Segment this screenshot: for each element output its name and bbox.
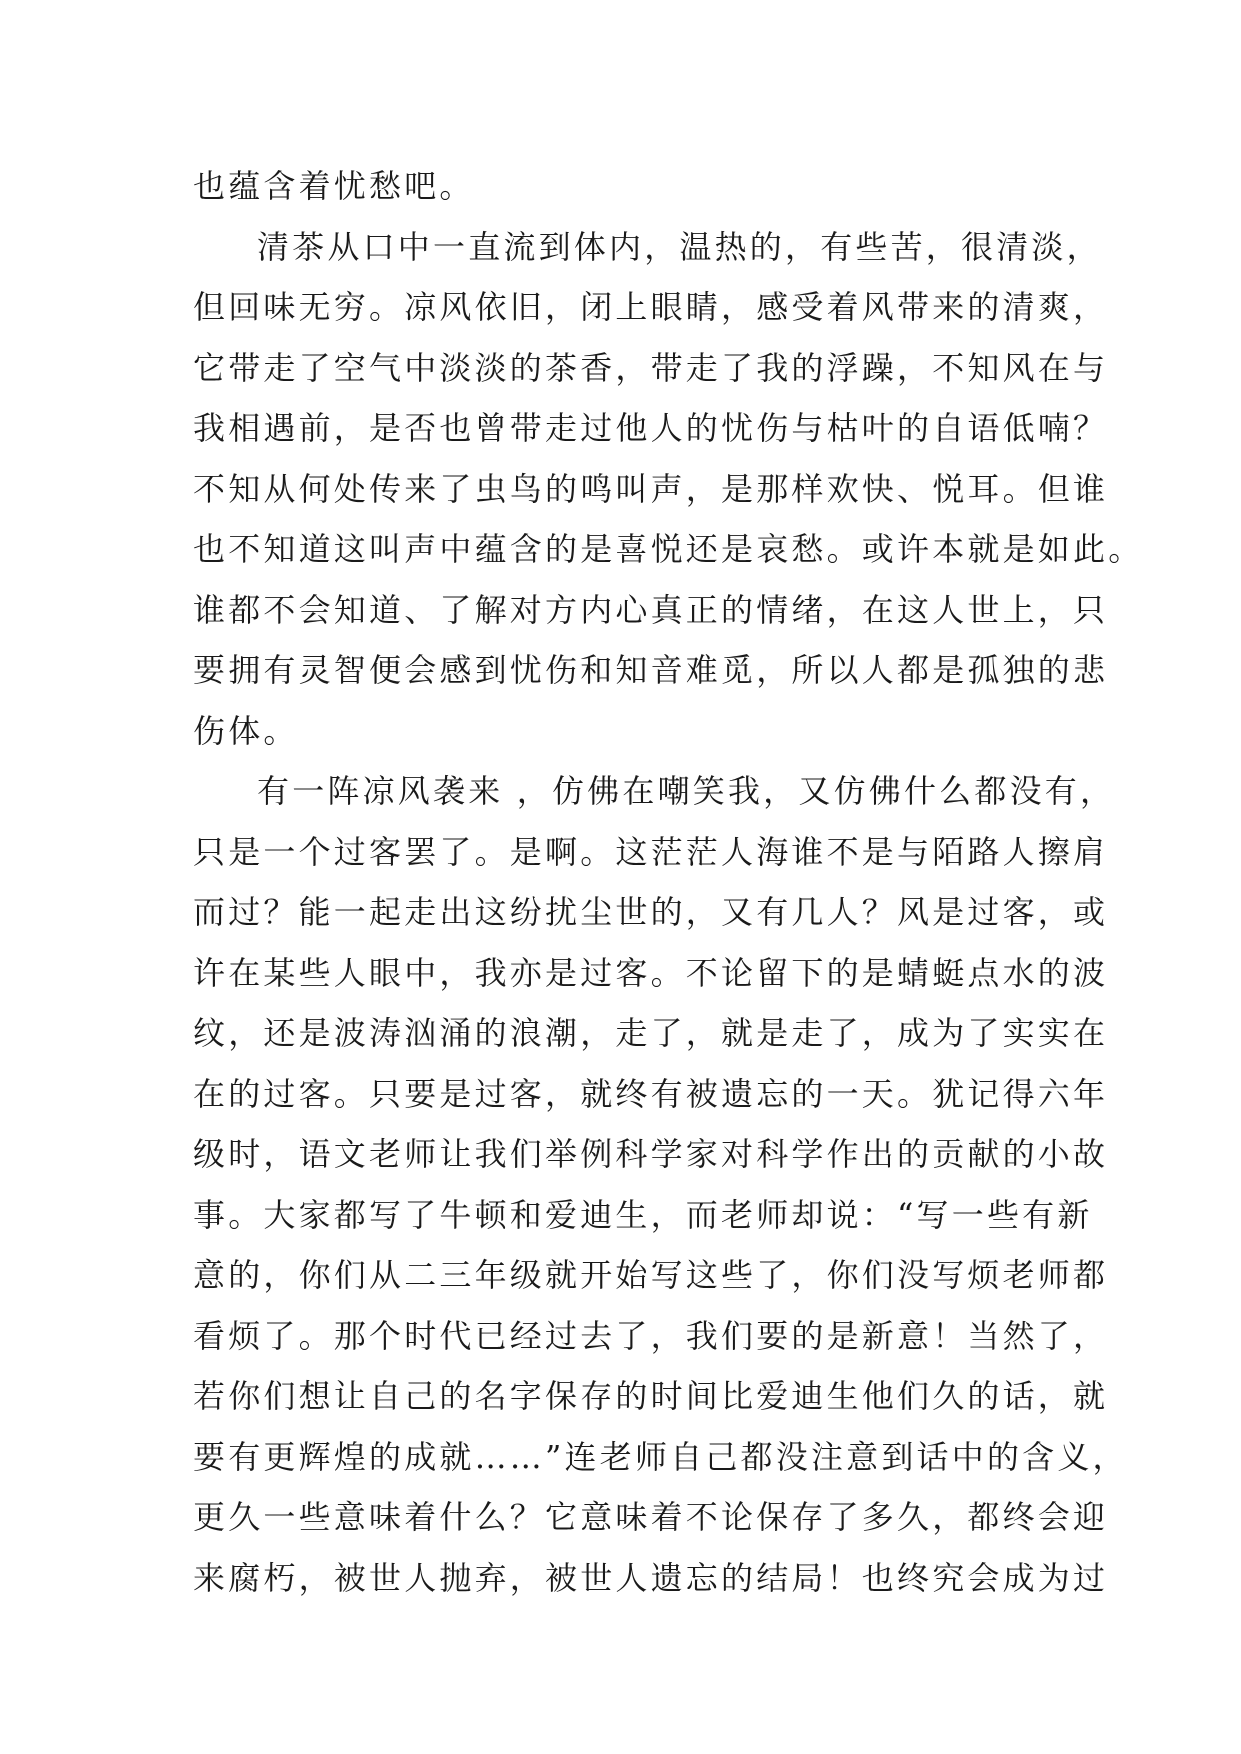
text-line: 来腐朽，被世人抛弃，被世人遗忘的结局！也终究会成为过	[193, 1558, 1109, 1597]
text-line: 只是一个过客罢了。是啊。这茫茫人海谁不是与陌路人擦肩	[193, 832, 1109, 871]
text-line: 伤体。	[193, 711, 299, 750]
document-body	[193, 156, 1144, 1608]
text-line: 要拥有灵智便会感到忧伤和知音难觅，所以人都是孤独的悲	[193, 651, 1109, 689]
text-line: 纹，还是波涛汹涌的浪潮，走了，就是走了，成为了实实在	[193, 1014, 1109, 1052]
text-line: 但回味无穷。凉风依旧，闭上眼睛，感受着风带来的清爽，	[193, 288, 1109, 326]
text-line: 我相遇前，是否也曾带走过他人的忧伤与枯叶的自语低喃？	[193, 409, 1109, 447]
text-line: 若你们想让自己的名字保存的时间比爱迪生他们久的话，就	[193, 1377, 1109, 1415]
text-line: 级时，语文老师让我们举例科学家对科学作出的贡献的小故	[193, 1135, 1109, 1173]
paragraph-first-line: 有一阵凉风袭来 ，仿佛在嘲笑我，又仿佛什么都没有，	[257, 772, 1116, 810]
text-line: 谁都不会知道、了解对方内心真正的情绪，在这人世上，只	[193, 590, 1109, 629]
text-line: 而过？能一起走出这纷扰尘世的，又有几人？风是过客，或	[193, 893, 1109, 931]
text-line: 也蕴含着忧愁吧。	[193, 167, 475, 205]
text-line: 许在某些人眼中，我亦是过客。不论留下的是蜻蜓点水的波	[193, 953, 1109, 992]
text-line: 不知从何处传来了虫鸟的鸣叫声，是那样欢快、悦耳。但谁	[193, 469, 1109, 508]
text-line: 事。大家都写了牛顿和爱迪生，而老师却说：“写一些有新	[193, 1195, 1093, 1234]
text-line: 要有更辉煌的成就……”连老师自己都没注意到话中的含义，	[193, 1437, 1128, 1476]
text-line: 意的，你们从二三年级就开始写这些了，你们没写烦老师都	[193, 1256, 1109, 1294]
text-line: 也不知道这叫声中蕴含的是喜悦还是哀愁。或许本就是如此。	[193, 530, 1144, 568]
text-line: 在的过客。只要是过客，就终有被遗忘的一天。犹记得六年	[193, 1074, 1109, 1113]
text-line: 它带走了空气中淡淡的茶香，带走了我的浮躁，不知风在与	[193, 348, 1109, 387]
text-line: 更久一些意味着什么？它意味着不论保存了多久，都终会迎	[193, 1498, 1109, 1536]
text-line: 看烦了。那个时代已经过去了，我们要的是新意！当然了，	[193, 1316, 1109, 1355]
paragraph-first-line: 清茶从口中一直流到体内，温热的，有些苦，很清淡，	[257, 227, 1102, 266]
